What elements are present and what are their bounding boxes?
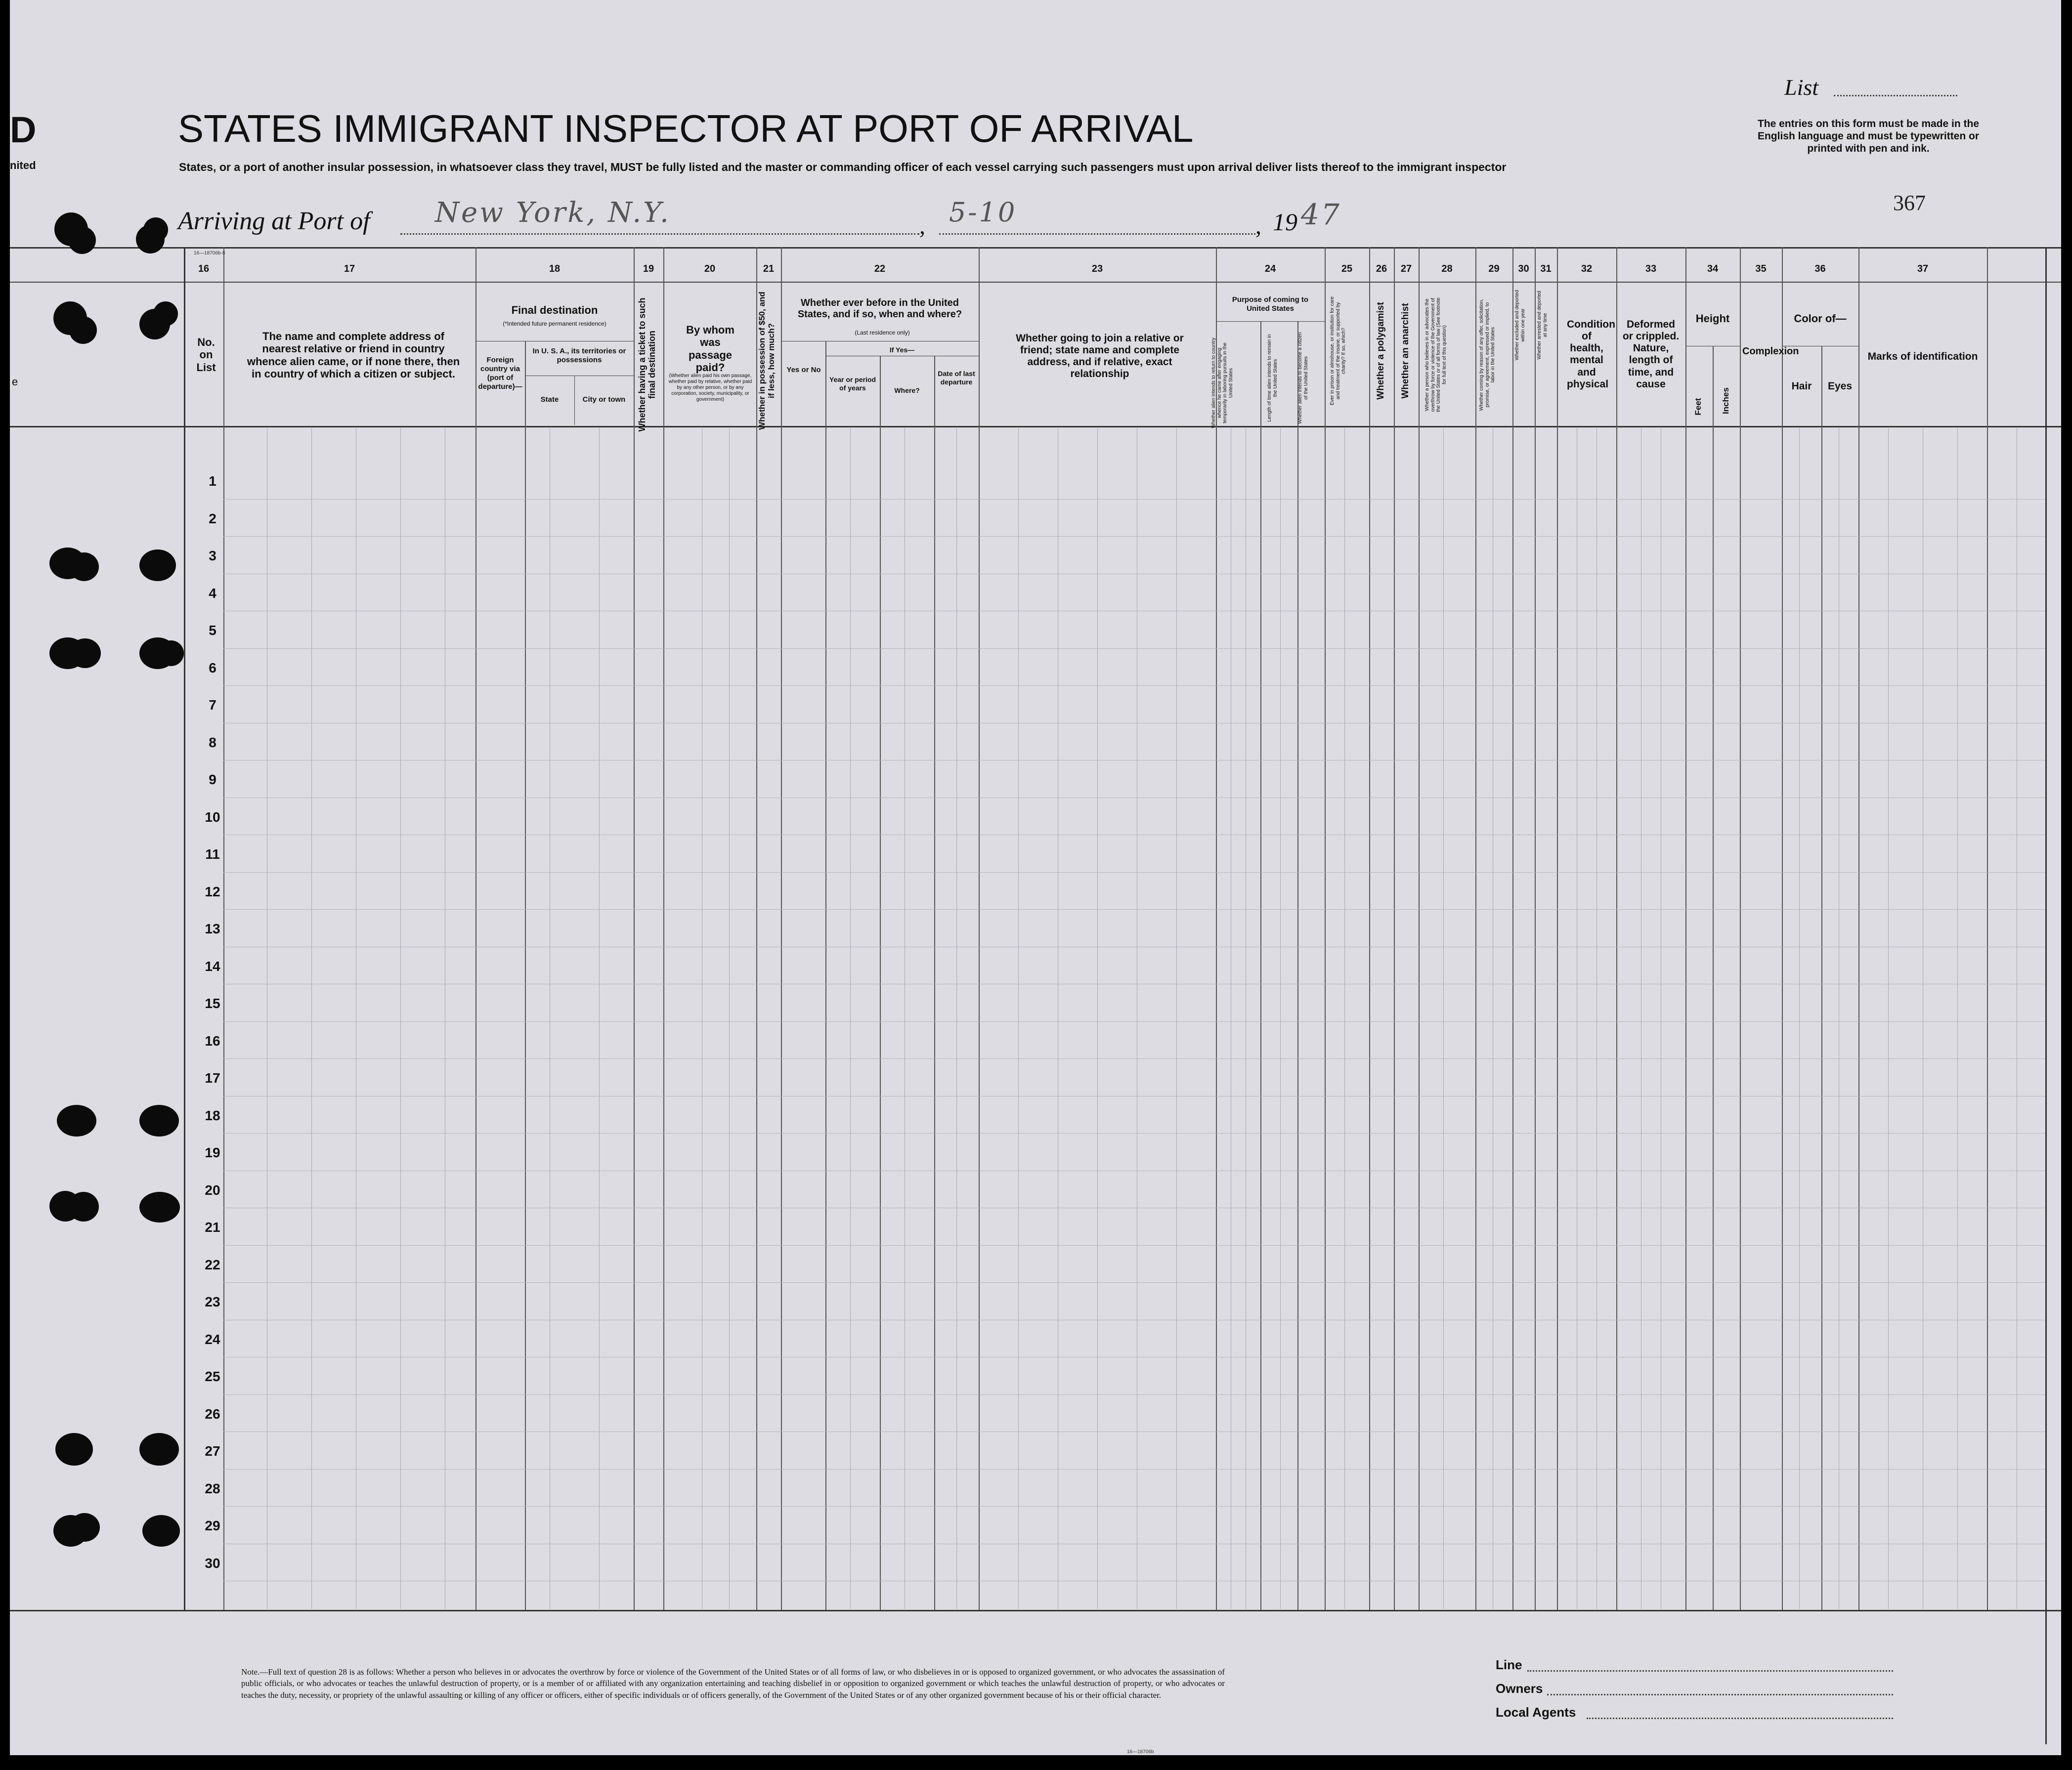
header-c18-foreign: Foreign country via (port of departure)—: [478, 356, 522, 391]
row-rule: [223, 499, 2045, 500]
c24-subrule: [1216, 321, 1325, 322]
row-rule: [223, 1245, 2045, 1246]
header-c19: Whether having a ticket to such final destination: [637, 297, 657, 432]
col-number-30: 30: [1518, 263, 1529, 274]
col-line: [1713, 346, 1714, 1610]
col-line: [1858, 247, 1859, 1610]
row-number: 9: [209, 772, 216, 787]
header-c20-note: (Whether alien paid his own passage, whether paid by relative, whether paid by any other person, or by any corporation, society, municipality, or government): [668, 373, 752, 402]
row-number: 19: [205, 1145, 220, 1160]
row-rule: [223, 648, 2045, 649]
col-line: [1782, 247, 1783, 1610]
col-line: [525, 341, 526, 1610]
row-number: 10: [205, 809, 220, 825]
header-c22-sub: (Last residence only): [855, 329, 910, 336]
grid-line: [1280, 428, 1281, 1609]
header-c27: Whether an anarchist: [1400, 303, 1411, 399]
grid-line: [729, 428, 730, 1609]
arriving-label: Arriving at Port of: [178, 207, 370, 235]
header-c18-city: City or town: [582, 395, 626, 404]
col-line: [1685, 247, 1686, 1610]
col-line: [1535, 247, 1536, 1610]
sheet-number: 367: [1893, 191, 1926, 215]
column-number-rule: [10, 282, 2061, 283]
manifest-paper: [10, 0, 2061, 1755]
row-number: 18: [205, 1107, 220, 1123]
header-c24-c: Whether alien intends to become a citizen of the United States: [1297, 332, 1309, 424]
header-c18-title: Final destination: [511, 304, 598, 316]
header-c34-feet: Feet: [1693, 398, 1703, 416]
line-label: Line: [1496, 1657, 1522, 1672]
punch-hole: [69, 1513, 100, 1542]
col-line: [1740, 247, 1741, 1610]
col-line: [1821, 346, 1822, 1610]
row-rule: [223, 1394, 2045, 1395]
col-number-32: 32: [1581, 263, 1593, 274]
grid-line: [599, 428, 600, 1609]
punch-hole: [57, 1105, 96, 1137]
col-line: [1475, 247, 1476, 1610]
port-comma: ,: [919, 213, 925, 239]
grid-line: [850, 428, 851, 1609]
header-c33: Deformed or crippled. Nature, length of time, and cause: [1622, 319, 1680, 390]
punch-hole: [158, 640, 184, 666]
page-subtitle: States, or a port of another insular possession, in whatsoever class they travel, MUST be fully listed and the master or commanding officer of each vessel carrying such passengers must upon arrival deliver lists thereof to the immigrant inspector: [179, 161, 1507, 173]
row-rule: [223, 1469, 2045, 1470]
row-number: 8: [209, 734, 216, 750]
col-line: [1297, 321, 1298, 1610]
row-number: 14: [205, 958, 220, 974]
col-line: [1325, 247, 1326, 1610]
col-number-18: 18: [549, 263, 561, 274]
list-fill-line: [1834, 95, 1957, 96]
punch-hole: [139, 1105, 179, 1137]
row-number: 16: [205, 1033, 220, 1049]
col-line: [1369, 247, 1370, 1610]
row-rule: [223, 909, 2045, 910]
row-rule: [223, 872, 2045, 873]
col-number-27: 27: [1400, 263, 1412, 274]
col-line: [825, 341, 826, 1610]
punch-hole: [139, 549, 176, 581]
col-number-17: 17: [344, 263, 355, 274]
header-c22-year: Year or period of years: [829, 376, 876, 392]
header-bottom-rule: [10, 426, 2061, 427]
row-rule: [223, 1506, 2045, 1507]
grid-line: [311, 428, 312, 1609]
col-number-33: 33: [1645, 263, 1657, 274]
row-number: 7: [209, 697, 216, 713]
header-c22-date: Date of last departure: [938, 370, 975, 386]
header-c22-yesno: Yes or No: [786, 366, 821, 374]
grid-line: [1097, 428, 1098, 1609]
header-c23: Whether going to join a relative or friend; state name and complete address, and if relative, exact relationship: [1016, 333, 1184, 380]
row-number: 11: [205, 846, 220, 862]
owners-fill: [1547, 1694, 1893, 1695]
col-number-37: 37: [1917, 263, 1929, 274]
col-line: [475, 247, 476, 1610]
page-title: STATES IMMIGRANT INSPECTOR AT PORT OF ARRIVAL: [178, 107, 1194, 150]
col-line: [1394, 247, 1395, 1610]
row-number: 5: [209, 623, 216, 638]
date-handwritten: 5-10: [949, 197, 1017, 228]
header-c24-b: Length of time alien intends to remain in the United States: [1267, 334, 1278, 422]
punch-hole: [69, 638, 101, 668]
header-c37: Marks of identification: [1867, 351, 1978, 362]
grid-line: [400, 428, 401, 1609]
row-number: 6: [209, 660, 216, 675]
grid-line: [1344, 428, 1345, 1609]
row-number: 17: [205, 1070, 220, 1086]
row-number: 3: [209, 548, 216, 563]
punch-hole: [55, 1433, 93, 1466]
row-rule: [223, 685, 2045, 686]
title-fragment: D: [10, 109, 37, 150]
punch-hole: [139, 1433, 179, 1466]
left-fragment: nited: [10, 159, 36, 171]
punch-hole: [153, 301, 178, 326]
list-label: List: [1784, 75, 1819, 100]
row-number: 28: [205, 1480, 220, 1496]
col-number-23: 23: [1091, 263, 1103, 274]
punch-hole: [143, 217, 168, 242]
col-number-25: 25: [1341, 263, 1353, 274]
row-number: 1: [209, 473, 216, 489]
col-line: [663, 247, 664, 1610]
header-c18-sub: (*Intended future permanent residence): [503, 320, 606, 327]
col-line: [1260, 321, 1261, 1610]
punch-hole: [68, 226, 96, 254]
punch-hole: [69, 552, 99, 581]
header-c20-title: By whom was passage paid?: [686, 324, 734, 374]
header-c36-hair: Hair: [1791, 380, 1812, 392]
col-number-19: 19: [643, 263, 654, 274]
form-code: 16—18706b-8: [194, 251, 225, 256]
grid-line: [1443, 428, 1444, 1609]
col-line: [1216, 247, 1217, 1610]
row-number: 25: [205, 1369, 220, 1384]
header-c16: No. on List: [196, 336, 216, 374]
header-c26: Whether a polygamist: [1376, 302, 1386, 400]
row-rule: [223, 1021, 2045, 1022]
header-c22-title: Whether ever before in the United States, and if so, when and where?: [797, 297, 962, 320]
row-number: 29: [205, 1518, 220, 1533]
header-c36-title: Color of—: [1794, 312, 1847, 325]
header-c24-a: Whether alien intends to return to country whence he came after engaging temporarily in laboring pursuits in the United States: [1211, 337, 1234, 428]
row-number: 12: [205, 884, 220, 899]
grid-line: [1799, 428, 1800, 1609]
punch-hole: [142, 1515, 180, 1547]
grid-line: [956, 428, 957, 1609]
port-handwritten: New York, N.Y.: [435, 197, 671, 229]
grid-line: [1888, 428, 1889, 1609]
header-c24-title: Purpose of coming to United States: [1232, 295, 1309, 313]
header-c29: Whether coming by reason of any offer, solicitation, promise, or agreement, expressed or implied, to labor in the United States: [1479, 298, 1496, 411]
header-c36-eyes: Eyes: [1827, 380, 1853, 392]
row-number: 2: [209, 510, 216, 526]
punch-hole: [69, 316, 97, 344]
year-handwritten: 47: [1301, 198, 1341, 231]
row-number: 26: [205, 1406, 220, 1422]
col-number-22: 22: [874, 263, 886, 274]
row-number: 23: [205, 1294, 220, 1309]
col-line: [934, 356, 935, 1610]
col-line: [1512, 247, 1513, 1610]
col-line: [1616, 247, 1617, 1610]
col-line: [184, 247, 185, 1610]
col-line: [880, 356, 881, 1610]
header-c32: Condition of health, mental and physical: [1567, 319, 1615, 390]
row-number: 30: [205, 1555, 220, 1571]
row-number: 27: [205, 1443, 220, 1459]
row-number: 13: [205, 921, 220, 936]
col-line: [1419, 247, 1420, 1610]
punch-hole: [68, 1192, 99, 1222]
col-number-28: 28: [1441, 263, 1453, 274]
line-fill: [1527, 1670, 1893, 1672]
grid-line: [1176, 428, 1177, 1609]
col-line: [756, 247, 757, 1610]
grid-line: [1018, 428, 1019, 1609]
notice-text: The entries on this form must be made in the English language and must be typewritten or printed with pen and ink.: [1757, 118, 1980, 155]
row-rule: [223, 536, 2045, 537]
header-c18-state: State: [540, 395, 559, 404]
col-number-35: 35: [1755, 263, 1767, 274]
row-number: 20: [205, 1182, 220, 1198]
row-rule: [223, 1282, 2045, 1283]
row-number: 21: [205, 1220, 220, 1235]
year-printed: 19: [1273, 208, 1297, 236]
header-c25: Ever in prison or almshouse, or institution for care and treatment of the insane, or supported by charity? If so, which?: [1330, 296, 1346, 406]
col-line: [979, 247, 980, 1610]
col-line: [1987, 247, 1988, 1610]
row-rule: [223, 1058, 2045, 1059]
header-c22-where: Where?: [894, 386, 920, 394]
header-c22-ifyes: If Yes—: [889, 346, 915, 354]
header-c28: Whether a person who believes in or advocates the overthrow by force or violence of the Government of the United States or of all forms of law (See footnote for full text of this question): [1424, 297, 1447, 412]
port-fill-line: [400, 233, 919, 235]
punch-hole: [139, 1192, 180, 1222]
col-number-34: 34: [1707, 263, 1719, 274]
col-number-24: 24: [1264, 263, 1276, 274]
col-line: [781, 247, 782, 1610]
header-c35: Complexion: [1742, 346, 1799, 357]
col-number-21: 21: [763, 263, 775, 274]
col-number-31: 31: [1540, 263, 1552, 274]
row-rule: [223, 1133, 2045, 1134]
date-fill-line: [939, 233, 1255, 235]
header-c21: Whether in possession of $50, and if less, how much?: [757, 292, 776, 430]
local-agents-label: Local Agents: [1496, 1705, 1576, 1720]
date-comma: ,: [1255, 213, 1261, 239]
row-number: 22: [205, 1257, 220, 1272]
col-line: [634, 247, 635, 1610]
header-c34-title: Height: [1695, 312, 1730, 325]
owners-label: Owners: [1496, 1681, 1543, 1696]
footer-code: 16—18706b: [1127, 1749, 1154, 1755]
header-c17: The name and complete address of nearest relative or friend in country whence alien came, or if none there, then in country of which a citizen or subject.: [247, 330, 460, 380]
header-c31: Whether arrested and deported at any time: [1537, 291, 1548, 360]
col-number-20: 20: [704, 263, 716, 274]
header-c30: Whether excluded and deported within one year: [1514, 290, 1526, 361]
col-line: [1557, 247, 1558, 1610]
header-c18-usa: In U. S. A., its territories or possessions: [532, 347, 626, 364]
col-number-36: 36: [1814, 263, 1826, 274]
row-number: 4: [209, 585, 216, 601]
header-c34-inches: Inches: [1721, 387, 1730, 414]
table-bottom-rule: [10, 1610, 2061, 1611]
grid-line: [1957, 428, 1958, 1609]
row-number: 24: [205, 1331, 220, 1347]
left-small-fragment: e: [12, 376, 18, 388]
col-number-29: 29: [1488, 263, 1500, 274]
table-top-rule: [10, 247, 2061, 249]
row-number: 15: [205, 996, 220, 1011]
local-agents-fill: [1587, 1718, 1893, 1719]
footer-note: Note.—Full text of question 28 is as follows: Whether a person who believes in or advocates the overthrow by force or violence of the Government of the United States or of all forms of law, or who disbelieves in or is opposed to organized government, or who advocates the assassination of public officials, or who advocates or teaches the unlawful destruction of property, or is a member of or affiliated with any organization entertaining and teaching disbelief in or opposition to organized government or which teaches the unlawful destruction of property, or who advocates or teaches the duty, necessity, or propriety of the unlawful assaulting or killing of any officer or officers, either of specific individuals or of officers generally, of the Government of the United States or of any other organized government because of his or their official character.: [241, 1667, 1225, 1700]
col-number-26: 26: [1376, 263, 1387, 274]
col-number-16: 16: [198, 263, 210, 274]
col-line: [2045, 247, 2047, 1744]
